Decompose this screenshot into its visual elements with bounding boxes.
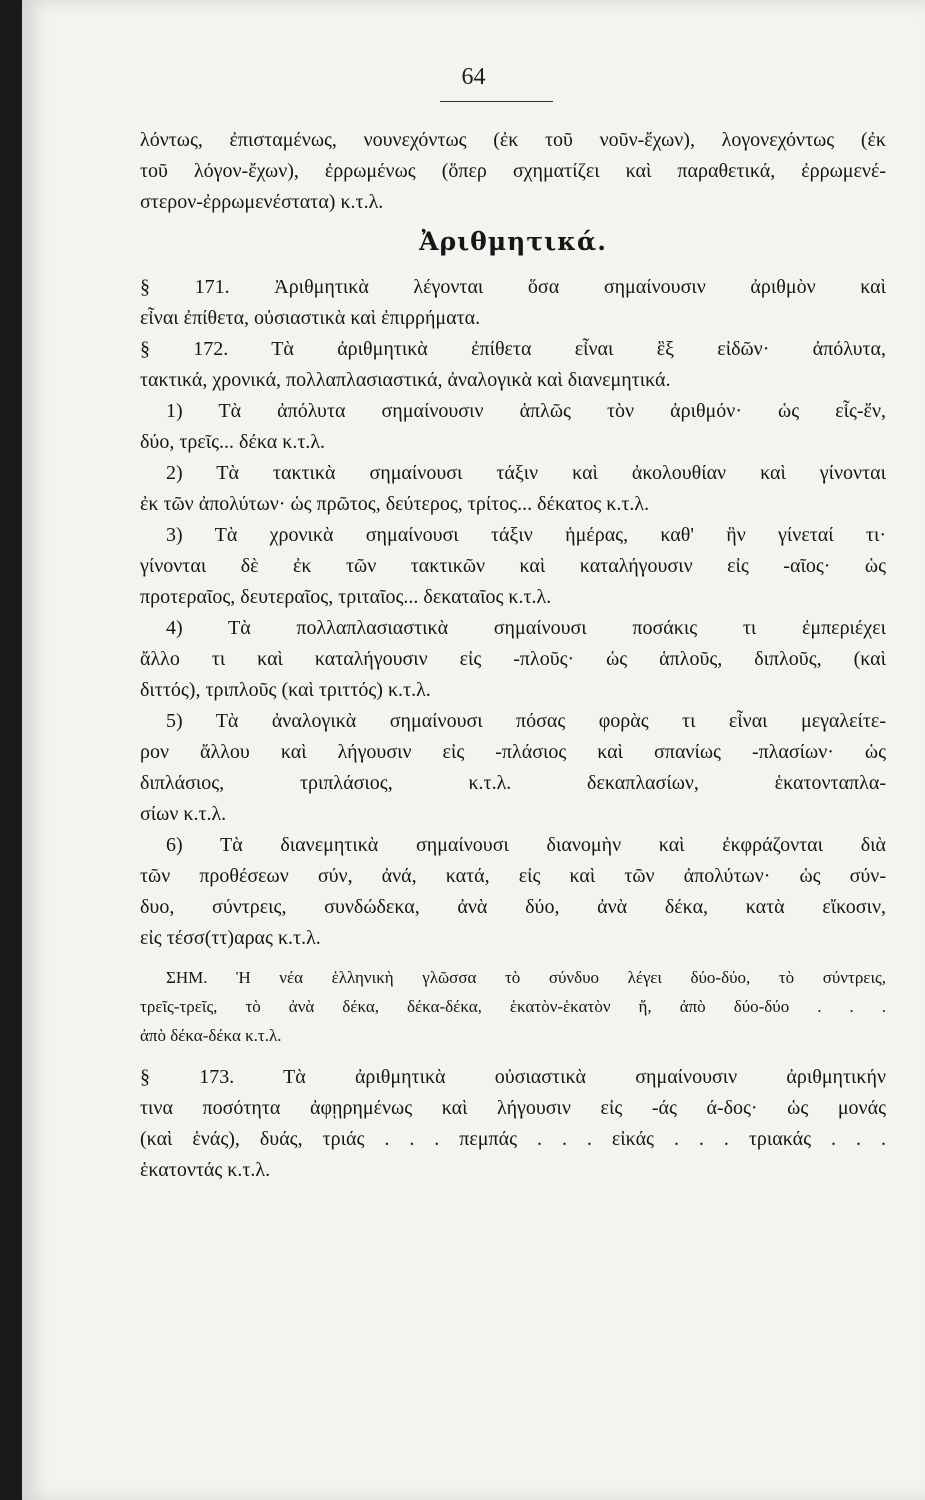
- header-rule: [440, 101, 553, 102]
- book-page: [22, 0, 925, 1500]
- paragraph-172-line: τακτικά, χρονικά, πολλαπλασιαστικά, ἀναλογικὰ καὶ διανεμητικά.: [140, 369, 671, 391]
- spacer: [140, 1050, 886, 1062]
- item-5-line: 5) Τὰ ἀναλογικὰ σημαίνουσι πόσας φορὰς τι εἶναι μεγαλείτε-: [166, 710, 886, 732]
- item-1-line: δύο, τρεῖς... δέκα κ.τ.λ.: [140, 431, 326, 453]
- item-6-line: δυο, σύντρεις, συνδώδεκα, ἀνὰ δύο, ἀνὰ δέκα, κατὰ εἴκοσιν,: [140, 896, 886, 918]
- paragraph-173-line: § 173. Τὰ ἀριθμητικὰ οὐσιαστικὰ σημαίνουσιν ἀριθμητικήν: [140, 1066, 886, 1088]
- item-2-line: ἐκ τῶν ἀπολύτων· ὡς πρῶτος, δεύτερος, τρίτος... δέκατος κ.τ.λ.: [140, 493, 650, 515]
- item-3-line: 3) Τὰ χρονικὰ σημαίνουσι τάξιν ἡμέρας, καθ' ἣν γίνεταί τι·: [166, 524, 886, 546]
- note-block: [140, 963, 886, 1050]
- item-4-line: 4) Τὰ πολλαπλασιαστικὰ σημαίνουσι ποσάκις τι ἐμπεριέχει: [166, 617, 886, 639]
- item-3-line: γίνονται δὲ ἐκ τῶν τακτικῶν καὶ καταλήγουσιν εἰς -αῖος· ὡς: [140, 555, 886, 577]
- item-5-line: σίων κ.τ.λ.: [140, 803, 227, 825]
- item-1-line: 1) Τὰ ἀπόλυτα σημαίνουσιν ἁπλῶς τὸν ἀριθμόν· ὡς εἷς-ἕν,: [166, 400, 886, 422]
- page-body: [140, 125, 886, 1186]
- item-6-line: 6) Τὰ διανεμητικὰ σημαίνουσι διανομὴν καὶ ἐκφράζονται διὰ: [166, 834, 886, 856]
- text-line: λόντως, ἐπισταμένως, νουνεχόντως (ἐκ τοῦ νοῦν-ἔχων), λογονεχόντως (ἐκ: [140, 129, 886, 151]
- item-6-line: εἰς τέσσ(ττ)αρας κ.τ.λ.: [140, 927, 321, 949]
- page-number: 64: [461, 64, 486, 90]
- item-2-line: 2) Τὰ τακτικὰ σημαίνουσι τάξιν καὶ ἀκολουθίαν καὶ γίνονται: [166, 462, 886, 484]
- paragraph-173-line: (καὶ ἑνάς), δυάς, τριάς . . . πεμπάς . . . εἰκάς . . . τριακάς . . .: [140, 1128, 886, 1150]
- text-line: τοῦ λόγον-ἔχων), ἐρρωμένως (ὅπερ σχηματίζει καὶ παραθετικά, ἐρρωμενέ-: [140, 160, 886, 182]
- item-6-line: τῶν προθέσεων σύν, ἀνά, κατά, εἰς καὶ τῶν ἀπολύτων· ὡς σύν-: [140, 865, 886, 887]
- note-line: ἀπὸ δέκα-δέκα κ.τ.λ.: [140, 1026, 282, 1045]
- item-5-line: ρον ἄλλου καὶ λήγουσιν εἰς -πλάσιος καὶ σπανίως -πλασίων· ὡς: [140, 741, 886, 763]
- paragraph-173-line: τινα ποσότητα ἀφῃρημένως καὶ λήγουσιν εἰς -άς ά-δος· ὡς μονάς: [140, 1097, 886, 1119]
- item-4-line: διττός), τριπλοῦς (καὶ τριττός) κ.τ.λ.: [140, 679, 431, 701]
- paragraph-171-line: εἶναι ἐπίθετα, οὐσιαστικὰ καὶ ἐπιρρήματα.: [140, 307, 481, 329]
- paragraph-173-line: ἑκατοντάς κ.τ.λ.: [140, 1159, 271, 1181]
- item-5-line: διπλάσιος, τριπλάσιος, κ.τ.λ. δεκαπλασίων, ἑκατονταπλα-: [140, 772, 886, 794]
- text-line: στερον-ἐρρωμενέστατα) κ.τ.λ.: [140, 191, 384, 213]
- paragraph-171-line: § 171. Ἀριθμητικὰ λέγονται ὅσα σημαίνουσιν ἀριθμὸν καὶ: [140, 276, 886, 298]
- section-heading: Ἀριθμητικά.: [419, 227, 607, 256]
- note-line: ΣΗΜ. Ἡ νέα ἑλληνικὴ γλῶσσα τὸ σύνδυο λέγει δύο-δύο, τὸ σύντρεις,: [166, 968, 886, 987]
- note-line: τρεῖς-τρεῖς, τὸ ἀνὰ δέκα, δέκα-δέκα, ἑκατὸν-ἑκατὸν ἤ, ἀπὸ δύο-δύο . . .: [140, 997, 886, 1016]
- spacer: [140, 954, 886, 963]
- paragraph-172-line: § 172. Τὰ ἀριθμητικὰ ἐπίθετα εἶναι ἓξ εἰδῶν· ἀπόλυτα,: [140, 338, 886, 360]
- item-3-line: προτεραῖος, δευτεραῖος, τριταῖος... δεκαταῖος κ.τ.λ.: [140, 586, 552, 608]
- item-4-line: ἄλλο τι καὶ καταλήγουσιν εἰς -πλοῦς· ὡς ἁπλοῦς, διπλοῦς, (καὶ: [140, 648, 886, 670]
